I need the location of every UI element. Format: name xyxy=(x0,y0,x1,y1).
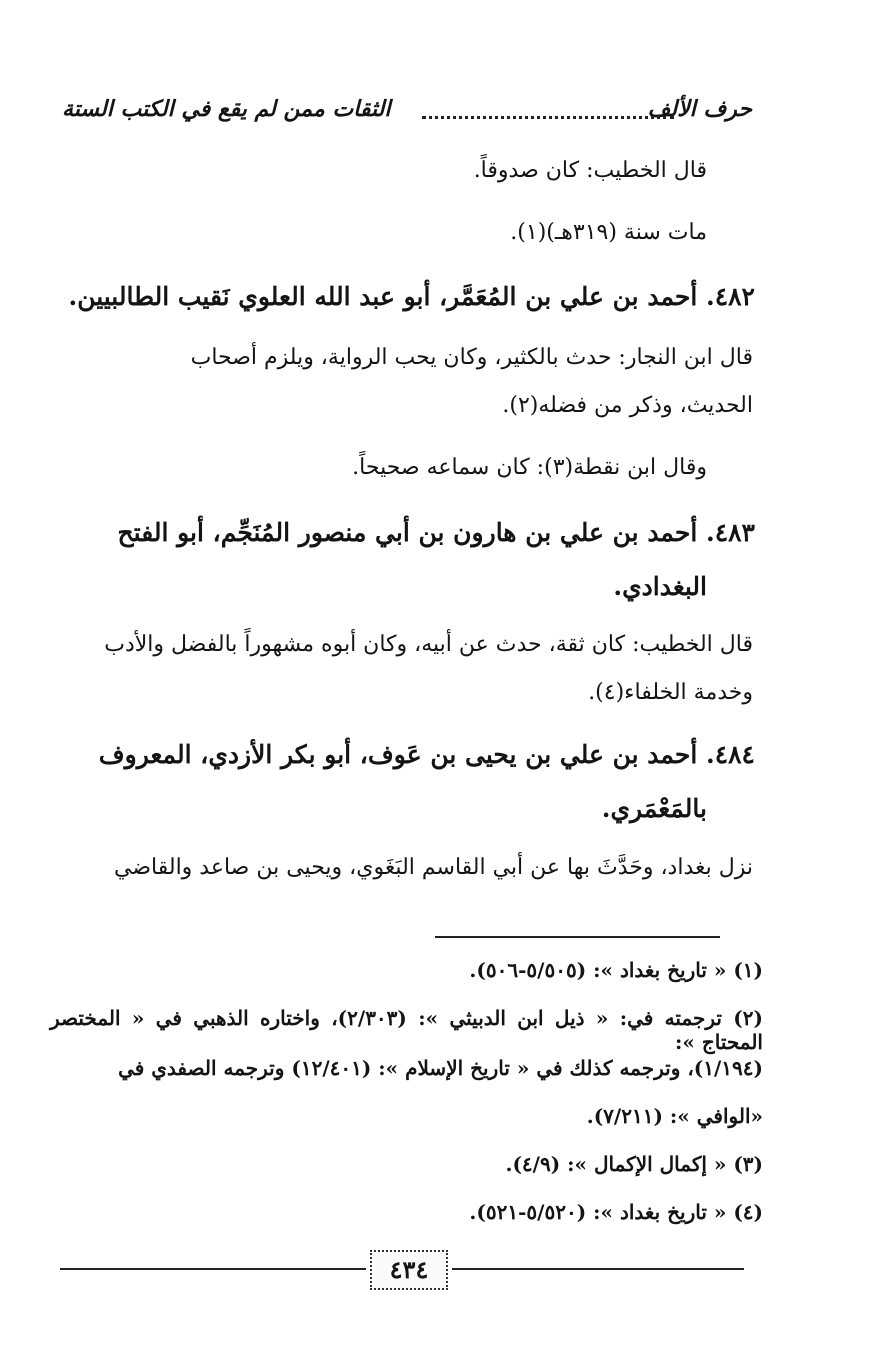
paragraph-death-year: مات سنة (٣١٩هـ)(١). xyxy=(510,220,707,245)
entry-482-heading: ٤٨٢. أحمد بن علي بن المُعَمَّر، أبو عبد الله العلوي نَقيب الطالبيين. xyxy=(68,282,755,311)
entry-484-paragraph: نزل بغداد، وحَدَّثَ بها عن أبي القاسم البَغَوي، ويحيى بن صاعد والقاضي xyxy=(114,855,753,880)
footnote-4: (٤) « تاريخ بغداد »: (٥/٥٢٠-٥٢١). xyxy=(469,1200,763,1224)
entry-483-heading-line-1: ٤٨٣. أحمد بن علي بن هارون بن أبي منصور المُنَجِّم، أبو الفتح xyxy=(117,518,755,547)
footnote-1: (١) « تاريخ بغداد »: (٥/٥٠٥-٥٠٦). xyxy=(469,958,763,982)
header-book-title: الثقات ممن لم يقع في الكتب الستة xyxy=(62,96,391,122)
page-number-rule-right xyxy=(452,1268,744,1270)
footnote-separator xyxy=(435,936,720,938)
page-number: ٤٣٤ xyxy=(370,1250,448,1290)
entry-483-paragraph-line-1: قال الخطيب: كان ثقة، حدث عن أبيه، وكان أبوه مشهوراً بالفضل والأدب xyxy=(104,632,753,657)
header-section-title: حرف الألف xyxy=(647,96,752,122)
running-header xyxy=(62,96,752,130)
footnote-3: (٣) « إكمال الإكمال »: (٤/٩). xyxy=(505,1152,763,1176)
paragraph-khatib-saduq: قال الخطيب: كان صدوقاً. xyxy=(473,158,707,183)
footnote-2-line-3: «الوافي »: (٧/٢١١). xyxy=(586,1104,763,1128)
entry-483-paragraph-line-2: وخدمة الخلفاء(٤). xyxy=(588,680,753,705)
entry-482-paragraph-line-2: الحديث، وذكر من فضله(٢). xyxy=(502,393,753,418)
footnote-2-line-2: (١/١٩٤)، وترجمه كذلك في « تاريخ الإسلام »: (١٢/٤٠١) وترجمه الصفدي في xyxy=(118,1056,763,1080)
header-dot-leader xyxy=(422,116,674,119)
footnote-2-line-1: (٢) ترجمته في: « ذيل ابن الدبيثي »: (٢/٣٠٣)، واختاره الذهبي في « المختصر المحتاج »: xyxy=(50,1006,763,1054)
entry-483-heading-line-2: البغدادي. xyxy=(613,572,707,601)
entry-484-heading-line-1: ٤٨٤. أحمد بن علي بن يحيى بن عَوف، أبو بكر الأزدي، المعروف xyxy=(98,740,755,769)
entry-484-heading-line-2: بالمَعْمَري. xyxy=(601,794,707,823)
entry-482-paragraph-line-1: قال ابن النجار: حدث بالكثير، وكان يحب الرواية، ويلزم أصحاب xyxy=(190,345,753,370)
entry-482-paragraph-2: وقال ابن نقطة(٣): كان سماعه صحيحاً. xyxy=(352,455,707,480)
page-number-rule-left xyxy=(60,1268,366,1270)
